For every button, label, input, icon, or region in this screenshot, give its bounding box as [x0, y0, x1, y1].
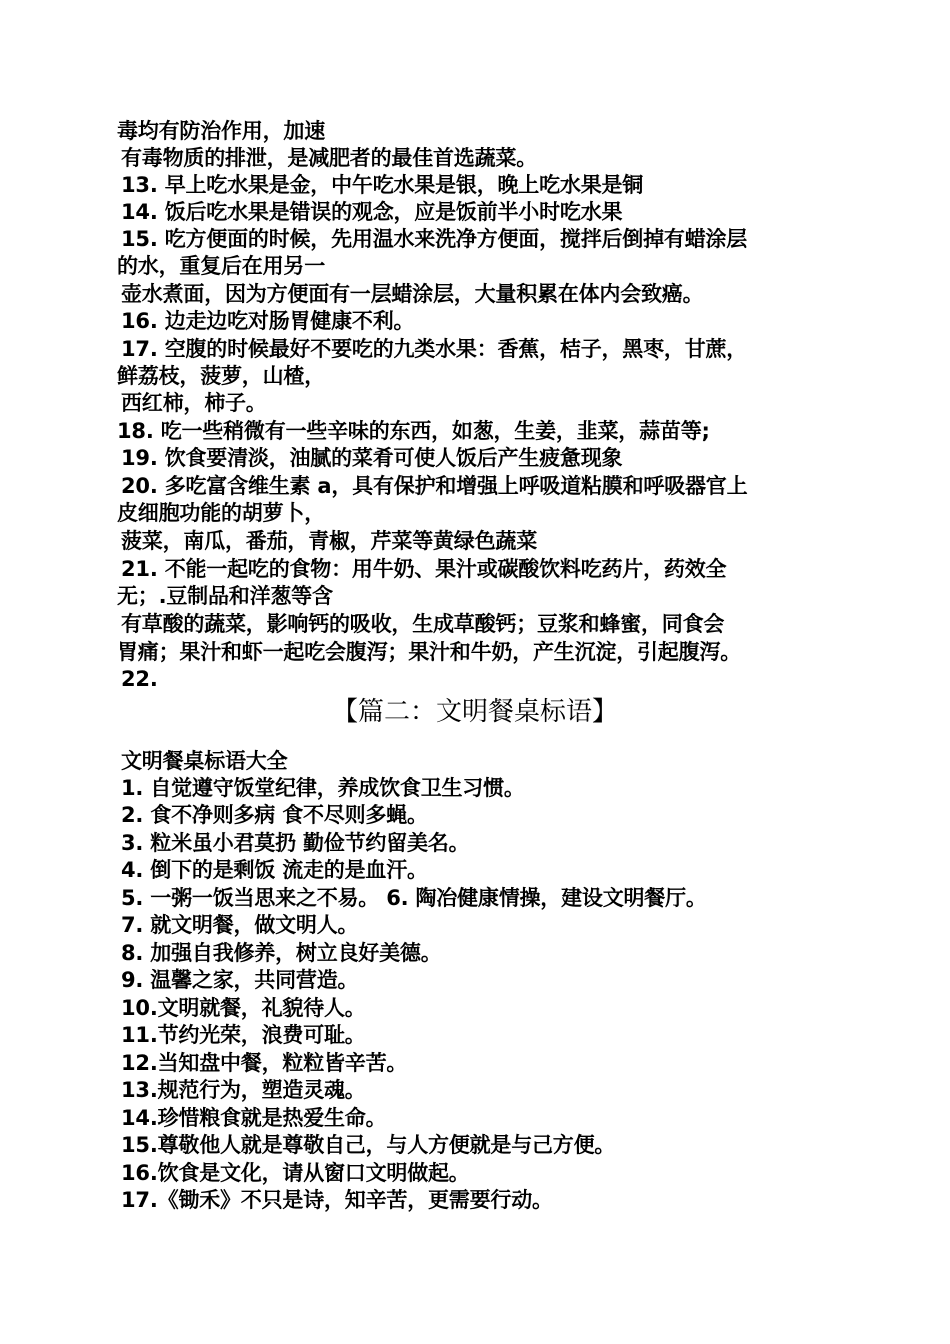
- text-line: 鲜荔枝，菠萝，山楂，: [117, 364, 325, 388]
- text-line: 14. 饭后吃水果是错误的观念，应是饭前半小时吃水果: [121, 200, 623, 224]
- text-line: 16. 边走边吃对肠胃健康不利。: [121, 309, 415, 333]
- text-line: 7. 就文明餐，做文明人。: [121, 913, 359, 937]
- text-line: 17. 空腹的时候最好不要吃的九类水果：香蕉，桔子，黑枣，甘蔗，: [121, 337, 748, 361]
- text-line: 15. 吃方便面的时候，先用温水来洗净方便面，搅拌后倒掉有蜡涂层: [121, 227, 748, 251]
- text-line: 文明餐桌标语大全: [121, 749, 288, 773]
- text-line: 皮细胞功能的胡萝卜，: [117, 501, 325, 525]
- text-line: 有草酸的蔬菜，影响钙的吸收，生成草酸钙；豆浆和蜂蜜，同食会: [121, 612, 725, 636]
- text-line: 8. 加强自我修养，树立良好美德。: [121, 941, 442, 965]
- text-line: 4. 倒下的是剩饭 流走的是血汗。: [121, 858, 428, 882]
- text-line: 5. 一粥一饭当思来之不易。 6. 陶冶健康情操，建设文明餐厅。: [121, 886, 707, 910]
- text-line: 17.《锄禾》不只是诗，知辛苦，更需要行动。: [121, 1188, 553, 1212]
- text-line: 19. 饮食要清淡，油腻的菜肴可使人饭后产生疲惫现象: [121, 446, 623, 470]
- section-heading: 【篇二：文明餐桌标语】: [331, 697, 618, 727]
- text-line: 10.文明就餐，礼貌待人。: [121, 996, 366, 1020]
- text-line: 3. 粒米虽小君莫扔 勤俭节约留美名。: [121, 831, 470, 855]
- text-line: 13. 早上吃水果是金，中午吃水果是银，晚上吃水果是铜: [121, 173, 644, 197]
- text-line: 21. 不能一起吃的食物：用牛奶、果汁或碳酸饮料吃药片，药效全: [121, 557, 727, 581]
- text-line: 12.当知盘中餐，粒粒皆辛苦。: [121, 1051, 408, 1075]
- text-line: 22.: [121, 667, 158, 691]
- text-line: 胃痛；果汁和虾一起吃会腹泻；果汁和牛奶，产生沉淀，引起腹泻。: [117, 640, 741, 664]
- text-line: 14.珍惜粮食就是热爱生命。: [121, 1106, 387, 1130]
- text-line: 有毒物质的排泄，是减肥者的最佳首选蔬菜。: [121, 146, 537, 170]
- text-line: 16.饮食是文化，请从窗口文明做起。: [121, 1161, 470, 1185]
- text-line: 西红柿，柿子。: [121, 391, 267, 415]
- text-line: 2. 食不净则多病 食不尽则多蝇。: [121, 803, 428, 827]
- text-line: 菠菜，南瓜，番茄，青椒，芹菜等黄绿色蔬菜: [121, 529, 537, 553]
- text-line: 9. 温馨之家，共同营造。: [121, 968, 359, 992]
- text-line: 壶水煮面，因为方便面有一层蜡涂层，大量积累在体内会致癌。: [121, 282, 704, 306]
- text-line: 18. 吃一些稍微有一些辛味的东西，如葱，生姜，韭菜，蒜苗等;: [117, 419, 710, 443]
- text-line: 15.尊敬他人就是尊敬自己，与人方便就是与己方便。: [121, 1133, 616, 1157]
- text-line: 毒均有防治作用，加速: [117, 119, 325, 143]
- text-line: 11.节约光荣，浪费可耻。: [121, 1023, 366, 1047]
- text-line: 13.规范行为，塑造灵魂。: [121, 1078, 366, 1102]
- text-line: 无；.豆制品和洋葱等含: [117, 584, 333, 608]
- text-line: 1. 自觉遵守饭堂纪律，养成饮食卫生习惯。: [121, 776, 525, 800]
- text-line: 的水，重复后在用另一: [117, 254, 325, 278]
- text-line: 20. 多吃富含维生素 a，具有保护和增强上呼吸道粘膜和呼吸器官上: [121, 474, 748, 498]
